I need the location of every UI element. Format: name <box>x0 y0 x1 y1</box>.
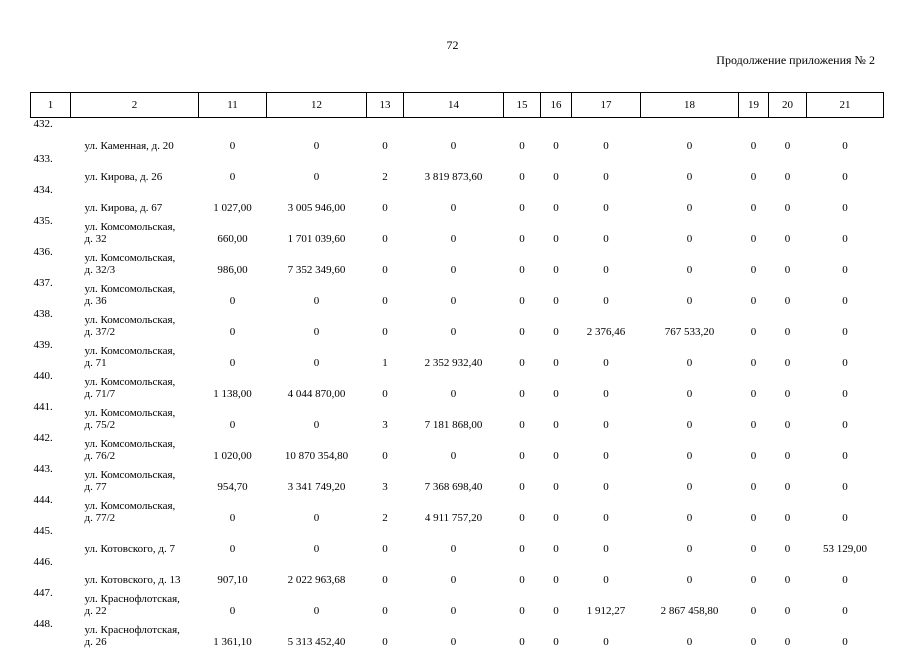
address-cell <box>71 308 199 339</box>
value-cell: 0 <box>769 153 807 184</box>
value-cell: 10 870 354,80 <box>267 432 367 463</box>
value-cell: 7 368 698,40 <box>404 463 504 494</box>
value-cell: 0 <box>541 246 572 277</box>
value-cell: 0 <box>541 184 572 215</box>
table-body <box>31 118 884 649</box>
table-row <box>31 277 884 308</box>
row-number: 436. <box>31 246 71 277</box>
value-cell: 0 <box>504 118 541 154</box>
column-header: 11 <box>199 93 267 118</box>
value-cell: 0 <box>504 308 541 339</box>
value-cell: 0 <box>267 587 367 618</box>
value-cell: 0 <box>404 118 504 154</box>
value-cell: 0 <box>739 525 769 556</box>
value-cell: 0 <box>572 215 641 246</box>
value-cell: 0 <box>504 277 541 308</box>
column-header: 19 <box>739 93 769 118</box>
value-cell: 0 <box>641 432 739 463</box>
value-cell: 0 <box>199 277 267 308</box>
value-cell: 0 <box>739 308 769 339</box>
value-cell: 0 <box>641 184 739 215</box>
data-table <box>30 92 884 649</box>
value-cell: 0 <box>572 463 641 494</box>
table-row <box>31 618 884 649</box>
value-cell: 2 376,46 <box>572 308 641 339</box>
address-line: ул. Комсомольская, <box>85 345 199 357</box>
value-cell: 3 <box>367 463 404 494</box>
value-cell: 2 022 963,68 <box>267 556 367 587</box>
address-line: д. 77/2 <box>85 512 199 524</box>
value-cell: 0 <box>739 401 769 432</box>
value-cell: 2 <box>367 153 404 184</box>
value-cell: 986,00 <box>199 246 267 277</box>
address-line: ул. Комсомольская, <box>85 221 199 233</box>
value-cell: 0 <box>807 401 884 432</box>
value-cell: 0 <box>541 525 572 556</box>
value-cell: 0 <box>404 215 504 246</box>
value-cell: 0 <box>267 153 367 184</box>
value-cell: 0 <box>541 401 572 432</box>
address-line: д. 26 <box>85 636 199 648</box>
address-cell <box>71 401 199 432</box>
value-cell: 0 <box>572 370 641 401</box>
value-cell: 0 <box>769 184 807 215</box>
value-cell: 0 <box>807 432 884 463</box>
value-cell: 0 <box>541 153 572 184</box>
value-cell: 0 <box>404 432 504 463</box>
table-row <box>31 308 884 339</box>
row-number: 444. <box>31 494 71 525</box>
address-line: д. 76/2 <box>85 450 199 462</box>
value-cell: 0 <box>199 339 267 370</box>
value-cell: 0 <box>367 587 404 618</box>
value-cell: 0 <box>504 432 541 463</box>
row-number: 433. <box>31 153 71 184</box>
column-header: 20 <box>769 93 807 118</box>
value-cell: 0 <box>641 339 739 370</box>
value-cell: 0 <box>541 215 572 246</box>
address-cell <box>71 246 199 277</box>
value-cell: 0 <box>504 184 541 215</box>
value-cell: 0 <box>641 246 739 277</box>
address-line: ул. Комсомольская, <box>85 438 199 450</box>
value-cell: 0 <box>769 494 807 525</box>
value-cell: 0 <box>807 370 884 401</box>
value-cell: 0 <box>769 308 807 339</box>
row-number: 446. <box>31 556 71 587</box>
value-cell: 0 <box>541 370 572 401</box>
value-cell: 1 701 039,60 <box>267 215 367 246</box>
value-cell: 0 <box>367 184 404 215</box>
value-cell: 2 352 932,40 <box>404 339 504 370</box>
value-cell: 0 <box>739 587 769 618</box>
value-cell: 0 <box>267 339 367 370</box>
value-cell: 0 <box>769 401 807 432</box>
address-line: д. 32/3 <box>85 264 199 276</box>
value-cell: 0 <box>769 618 807 649</box>
value-cell: 0 <box>769 246 807 277</box>
row-number: 437. <box>31 277 71 308</box>
value-cell: 1 138,00 <box>199 370 267 401</box>
value-cell: 0 <box>769 339 807 370</box>
value-cell: 0 <box>199 401 267 432</box>
value-cell: 767 533,20 <box>641 308 739 339</box>
table-row <box>31 525 884 556</box>
address-line: ул. Комсомольская, <box>85 407 199 419</box>
value-cell: 0 <box>572 525 641 556</box>
address-cell <box>71 587 199 618</box>
table-row <box>31 370 884 401</box>
value-cell: 0 <box>367 556 404 587</box>
row-number: 432. <box>31 118 71 154</box>
value-cell: 1 <box>367 339 404 370</box>
value-cell: 0 <box>641 463 739 494</box>
address-line: ул. Краснофлотская, <box>85 593 199 605</box>
value-cell: 0 <box>504 339 541 370</box>
value-cell: 4 044 870,00 <box>267 370 367 401</box>
value-cell: 0 <box>541 277 572 308</box>
table-row <box>31 587 884 618</box>
value-cell: 0 <box>267 525 367 556</box>
address-cell <box>71 184 199 215</box>
value-cell: 0 <box>739 215 769 246</box>
value-cell: 0 <box>541 118 572 154</box>
value-cell: 0 <box>641 618 739 649</box>
value-cell: 0 <box>739 277 769 308</box>
row-number: 443. <box>31 463 71 494</box>
column-header: 17 <box>572 93 641 118</box>
value-cell: 0 <box>267 308 367 339</box>
value-cell: 0 <box>404 184 504 215</box>
value-cell: 0 <box>807 494 884 525</box>
value-cell: 1 020,00 <box>199 432 267 463</box>
table-row <box>31 184 884 215</box>
value-cell: 1 912,27 <box>572 587 641 618</box>
address-line: д. 71/7 <box>85 388 199 400</box>
table-row <box>31 118 884 154</box>
address-cell <box>71 277 199 308</box>
value-cell: 0 <box>504 587 541 618</box>
value-cell: 0 <box>641 118 739 154</box>
address-line: д. 71 <box>85 357 199 369</box>
address-line: ул. Комсомольская, <box>85 469 199 481</box>
value-cell: 3 341 749,20 <box>267 463 367 494</box>
table-row <box>31 494 884 525</box>
value-cell: 0 <box>807 618 884 649</box>
value-cell: 0 <box>572 277 641 308</box>
value-cell: 0 <box>641 370 739 401</box>
value-cell: 0 <box>504 215 541 246</box>
row-number: 440. <box>31 370 71 401</box>
value-cell: 0 <box>807 118 884 154</box>
value-cell: 0 <box>367 618 404 649</box>
address-line: ул. Комсомольская, <box>85 500 199 512</box>
address-line: ул. Комсомольская, <box>85 314 199 326</box>
value-cell: 2 <box>367 494 404 525</box>
table-header-row <box>31 93 884 118</box>
address-cell <box>71 463 199 494</box>
value-cell: 907,10 <box>199 556 267 587</box>
value-cell: 0 <box>572 246 641 277</box>
address-line: ул. Кирова, д. 26 <box>85 171 199 183</box>
table-row <box>31 463 884 494</box>
value-cell: 0 <box>404 370 504 401</box>
value-cell: 5 313 452,40 <box>267 618 367 649</box>
value-cell: 7 352 349,60 <box>267 246 367 277</box>
address-cell <box>71 525 199 556</box>
value-cell: 0 <box>267 401 367 432</box>
address-cell <box>71 432 199 463</box>
value-cell: 0 <box>504 401 541 432</box>
value-cell: 0 <box>199 153 267 184</box>
value-cell: 0 <box>404 308 504 339</box>
value-cell: 0 <box>199 118 267 154</box>
table-row <box>31 246 884 277</box>
value-cell: 0 <box>739 246 769 277</box>
table-row <box>31 339 884 370</box>
value-cell: 0 <box>504 525 541 556</box>
value-cell: 0 <box>572 432 641 463</box>
value-cell: 0 <box>541 587 572 618</box>
value-cell: 0 <box>541 494 572 525</box>
column-header: 21 <box>807 93 884 118</box>
value-cell: 0 <box>769 118 807 154</box>
table-row <box>31 401 884 432</box>
value-cell: 0 <box>541 432 572 463</box>
address-cell <box>71 494 199 525</box>
value-cell: 0 <box>404 525 504 556</box>
table-row <box>31 153 884 184</box>
row-number: 442. <box>31 432 71 463</box>
value-cell: 0 <box>267 277 367 308</box>
value-cell: 0 <box>641 401 739 432</box>
value-cell: 0 <box>541 556 572 587</box>
value-cell: 3 <box>367 401 404 432</box>
value-cell: 0 <box>504 618 541 649</box>
value-cell: 0 <box>769 215 807 246</box>
value-cell: 0 <box>541 339 572 370</box>
value-cell: 0 <box>739 556 769 587</box>
value-cell: 0 <box>769 587 807 618</box>
value-cell: 0 <box>572 556 641 587</box>
address-cell <box>71 618 199 649</box>
value-cell: 0 <box>739 494 769 525</box>
value-cell: 1 027,00 <box>199 184 267 215</box>
address-line: д. 75/2 <box>85 419 199 431</box>
value-cell: 0 <box>367 525 404 556</box>
value-cell: 0 <box>641 525 739 556</box>
value-cell: 53 129,00 <box>807 525 884 556</box>
value-cell: 0 <box>641 215 739 246</box>
address-line: д. 77 <box>85 481 199 493</box>
value-cell: 0 <box>769 277 807 308</box>
address-line: ул. Комсомольская, <box>85 283 199 295</box>
value-cell: 0 <box>404 587 504 618</box>
value-cell: 0 <box>769 556 807 587</box>
value-cell: 0 <box>807 308 884 339</box>
value-cell: 0 <box>367 215 404 246</box>
value-cell: 0 <box>504 153 541 184</box>
value-cell: 0 <box>367 277 404 308</box>
value-cell: 0 <box>541 618 572 649</box>
column-header: 18 <box>641 93 739 118</box>
value-cell: 0 <box>404 556 504 587</box>
value-cell: 0 <box>807 339 884 370</box>
value-cell: 0 <box>807 215 884 246</box>
page-number: 72 <box>0 38 905 53</box>
address-line: ул. Комсомольская, <box>85 252 199 264</box>
column-header: 14 <box>404 93 504 118</box>
value-cell: 0 <box>739 432 769 463</box>
value-cell: 0 <box>739 153 769 184</box>
address-line: д. 32 <box>85 233 199 245</box>
column-header: 16 <box>541 93 572 118</box>
value-cell: 660,00 <box>199 215 267 246</box>
value-cell: 0 <box>769 463 807 494</box>
value-cell: 0 <box>199 494 267 525</box>
continuation-note: Продолжение приложения № 2 <box>716 53 875 68</box>
value-cell: 0 <box>367 370 404 401</box>
value-cell: 0 <box>807 463 884 494</box>
value-cell: 7 181 868,00 <box>404 401 504 432</box>
value-cell: 0 <box>199 587 267 618</box>
row-number: 445. <box>31 525 71 556</box>
value-cell: 0 <box>807 246 884 277</box>
value-cell: 0 <box>367 308 404 339</box>
value-cell: 0 <box>504 556 541 587</box>
address-line: ул. Комсомольская, <box>85 376 199 388</box>
value-cell: 0 <box>739 118 769 154</box>
address-line: д. 22 <box>85 605 199 617</box>
value-cell: 0 <box>199 308 267 339</box>
row-number: 441. <box>31 401 71 432</box>
value-cell: 954,70 <box>199 463 267 494</box>
address-line: д. 37/2 <box>85 326 199 338</box>
row-number: 447. <box>31 587 71 618</box>
value-cell: 0 <box>572 184 641 215</box>
value-cell: 3 005 946,00 <box>267 184 367 215</box>
value-cell: 0 <box>267 118 367 154</box>
address-line: ул. Котовского, д. 7 <box>85 543 199 555</box>
column-header: 15 <box>504 93 541 118</box>
value-cell: 0 <box>572 494 641 525</box>
value-cell: 0 <box>404 277 504 308</box>
row-number: 448. <box>31 618 71 649</box>
value-cell: 0 <box>739 618 769 649</box>
value-cell: 2 867 458,80 <box>641 587 739 618</box>
table-row <box>31 432 884 463</box>
value-cell: 0 <box>541 463 572 494</box>
address-cell <box>71 556 199 587</box>
address-line: ул. Каменная, д. 20 <box>85 140 199 152</box>
value-cell: 0 <box>572 118 641 154</box>
value-cell: 0 <box>807 556 884 587</box>
value-cell: 0 <box>367 118 404 154</box>
address-line: ул. Котовского, д. 13 <box>85 574 199 586</box>
value-cell: 0 <box>807 184 884 215</box>
address-line: ул. Кирова, д. 67 <box>85 202 199 214</box>
value-cell: 0 <box>739 339 769 370</box>
value-cell: 0 <box>404 618 504 649</box>
value-cell: 0 <box>769 432 807 463</box>
row-number: 438. <box>31 308 71 339</box>
value-cell: 0 <box>739 184 769 215</box>
column-header: 12 <box>267 93 367 118</box>
value-cell: 0 <box>504 463 541 494</box>
value-cell: 0 <box>267 494 367 525</box>
table-row <box>31 556 884 587</box>
value-cell: 0 <box>572 618 641 649</box>
row-number: 435. <box>31 215 71 246</box>
address-cell <box>71 370 199 401</box>
address-line: д. 36 <box>85 295 199 307</box>
column-header: 2 <box>71 93 199 118</box>
value-cell: 0 <box>504 370 541 401</box>
value-cell: 0 <box>367 432 404 463</box>
value-cell: 0 <box>641 153 739 184</box>
value-cell: 0 <box>739 463 769 494</box>
value-cell: 0 <box>769 525 807 556</box>
value-cell: 0 <box>641 556 739 587</box>
address-cell <box>71 153 199 184</box>
value-cell: 0 <box>199 525 267 556</box>
value-cell: 0 <box>739 370 769 401</box>
value-cell: 0 <box>404 246 504 277</box>
address-line: ул. Краснофлотская, <box>85 624 199 636</box>
value-cell: 3 819 873,60 <box>404 153 504 184</box>
value-cell: 4 911 757,20 <box>404 494 504 525</box>
row-number: 434. <box>31 184 71 215</box>
row-number: 439. <box>31 339 71 370</box>
table-row <box>31 215 884 246</box>
value-cell: 0 <box>504 494 541 525</box>
value-cell: 0 <box>572 401 641 432</box>
value-cell: 0 <box>572 153 641 184</box>
column-header: 1 <box>31 93 71 118</box>
address-cell <box>71 118 199 154</box>
value-cell: 0 <box>641 494 739 525</box>
value-cell: 1 361,10 <box>199 618 267 649</box>
value-cell: 0 <box>769 370 807 401</box>
address-cell <box>71 215 199 246</box>
value-cell: 0 <box>807 153 884 184</box>
column-header: 13 <box>367 93 404 118</box>
value-cell: 0 <box>367 246 404 277</box>
address-cell <box>71 339 199 370</box>
value-cell: 0 <box>572 339 641 370</box>
value-cell: 0 <box>541 308 572 339</box>
value-cell: 0 <box>641 277 739 308</box>
value-cell: 0 <box>807 587 884 618</box>
value-cell: 0 <box>504 246 541 277</box>
value-cell: 0 <box>807 277 884 308</box>
